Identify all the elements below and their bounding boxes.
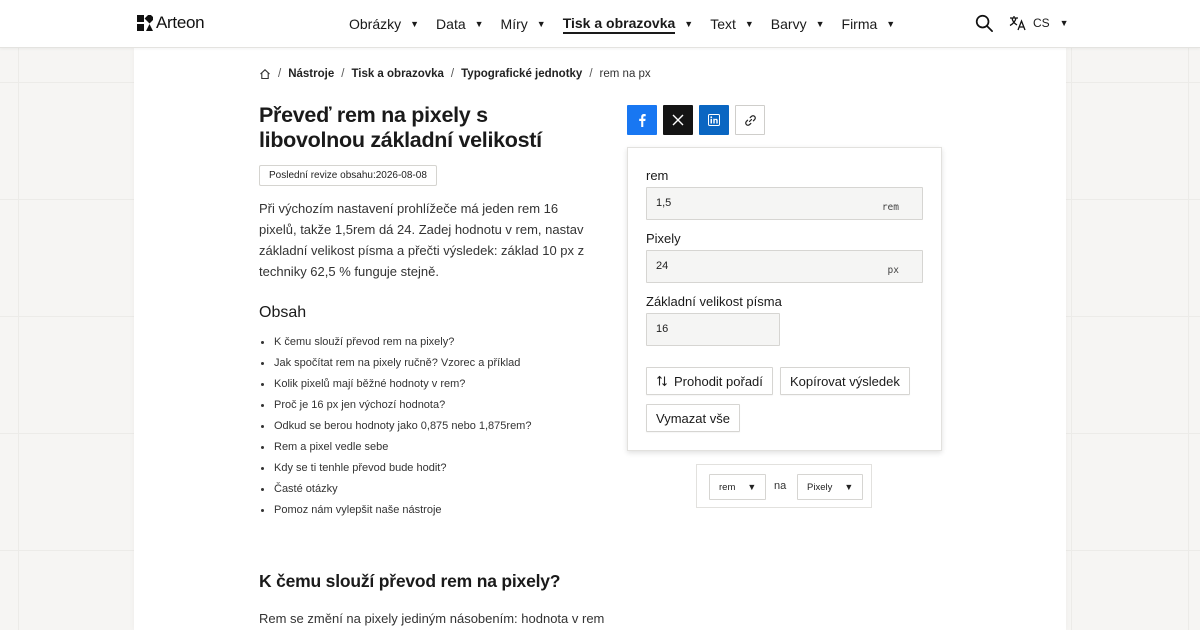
rem-value: 1,5 [656,197,672,209]
unit-connector: na [774,480,787,492]
section-text: Rem se změní na pixely jediným násobením: hodnota v rem [259,611,605,626]
caret-down-icon: ▼ [474,19,484,29]
main-content [134,48,1066,630]
breadcrumb-link[interactable]: Nástroje [288,68,335,80]
translate-icon [1009,15,1027,31]
from-unit-select[interactable] [709,474,766,500]
nav-item-miry[interactable] [501,0,546,48]
site-header [0,0,1200,48]
intro-text: Při výchozím nastavení prohlížeče má jeden rem 16 pixelů, takže 1,5rem dá 24. Zadej hodnotu v rem, nastav základní velikost písma a přečti výsledek: základ 10 px z techniky 62,5 % funguje stejně. [259,201,585,279]
from-unit-value: rem [719,481,736,493]
logo-mark-icon [137,15,153,31]
search-icon [975,14,994,33]
copy-link-button[interactable] [735,105,765,135]
section-heading: K čemu slouží převod rem na pixely? [259,571,561,591]
base-font-label: Základní velikost písma [646,294,782,309]
link-icon [744,114,757,127]
logo-text: Arteon [156,13,205,32]
to-unit-select[interactable] [797,474,863,500]
nav-label: Tisk a obrazovka [563,15,676,34]
toc-item[interactable]: Rem a pixel vedle sebe [259,437,531,458]
unit-selector [696,464,872,508]
caret-down-icon: ▼ [684,19,694,29]
caret-down-icon: ▼ [410,19,420,29]
px-value: 24 [656,260,669,272]
page-title: Převeď rem na pixely s libovolnou základní velikostí [259,103,542,152]
caret-down-icon: ▼ [744,19,754,29]
toc-item[interactable]: K čemu slouží převod rem na pixely? [259,332,531,353]
nav-item-tisk-a-obrazovka[interactable] [563,0,694,48]
rem-unit: rem [881,202,899,213]
swap-icon [656,375,668,387]
toc-item[interactable]: Proč je 16 px jen výchozí hodnota? [259,395,531,416]
toc-title: Obsah [259,304,307,321]
toc-item[interactable]: Časté otázky [259,479,531,500]
swap-button[interactable] [646,367,773,395]
revision-date: 2026-08-08 [375,170,427,181]
nav-item-obrazky[interactable] [349,0,419,48]
search-button[interactable] [975,14,995,34]
nav-label: Barvy [770,16,807,32]
base-font-input[interactable] [646,313,780,346]
px-label: Pixely [646,231,681,246]
toc-item[interactable]: Kolik pixelů mají běžné hodnoty v rem? [259,374,531,395]
nav-label: Data [436,16,466,32]
nav-label: Obrázky [349,16,402,32]
caret-down-icon: ▼ [815,19,825,29]
breadcrumb-separator: / [450,68,455,80]
x-icon [672,114,684,126]
px-input[interactable] [646,250,923,283]
toc-item[interactable]: Pomoz nám vylepšit naše nástroje [259,500,531,521]
main-nav [349,0,912,48]
breadcrumb [259,68,651,80]
to-unit-value: Pixely [807,481,833,493]
share-linkedin-button[interactable] [699,105,729,135]
table-of-contents [259,332,531,521]
px-unit: px [887,265,899,276]
nav-label: Text [710,16,736,32]
caret-down-icon: ▼ [536,19,546,29]
nav-label: Míry [500,16,528,32]
breadcrumb-current: rem na px [599,68,651,80]
share-x-button[interactable] [663,105,693,135]
clear-all-button[interactable]: Vymazat vše [646,404,740,432]
rem-label: rem [646,168,669,183]
toc-item[interactable]: Odkud se berou hodnoty jako 0,875 nebo 1,875rem? [259,416,531,437]
nav-item-text[interactable] [710,0,754,48]
linkedin-icon [708,114,720,126]
nav-item-firma[interactable] [842,0,896,48]
copy-result-button[interactable]: Kopírovat výsledek [780,367,910,395]
nav-item-data[interactable] [436,0,484,48]
breadcrumb-link[interactable]: Typografické jednotky [461,68,583,80]
revision-badge [259,165,437,186]
rem-input[interactable] [646,187,923,220]
revision-label: Poslední revize obsahu: [269,170,376,181]
nav-label: Firma [841,16,878,32]
toc-item[interactable]: Kdy se ti tenhle převod bude hodit? [259,458,531,479]
share-facebook-button[interactable] [627,105,657,135]
breadcrumb-separator: / [589,68,593,80]
facebook-icon [636,113,648,127]
share-buttons [627,105,765,135]
breadcrumb-separator: / [278,68,282,80]
breadcrumb-link[interactable]: Tisk a obrazovka [351,68,444,80]
language-code: CS [1033,16,1050,30]
caret-down-icon: ▼ [844,482,854,492]
breadcrumb-separator: / [341,68,345,80]
logo[interactable] [137,13,204,33]
converter-card [627,147,942,451]
caret-down-icon: ▼ [747,482,757,492]
base-font-value: 16 [656,323,669,335]
language-selector[interactable] [1009,15,1069,31]
swap-label: Prohodit pořadí [674,373,763,389]
caret-down-icon: ▼ [1059,18,1069,28]
caret-down-icon: ▼ [886,19,896,29]
home-icon[interactable] [259,68,271,80]
nav-item-barvy[interactable] [771,0,825,48]
toc-item[interactable]: Jak spočítat rem na pixely ručně? Vzorec a příklad [259,353,531,374]
